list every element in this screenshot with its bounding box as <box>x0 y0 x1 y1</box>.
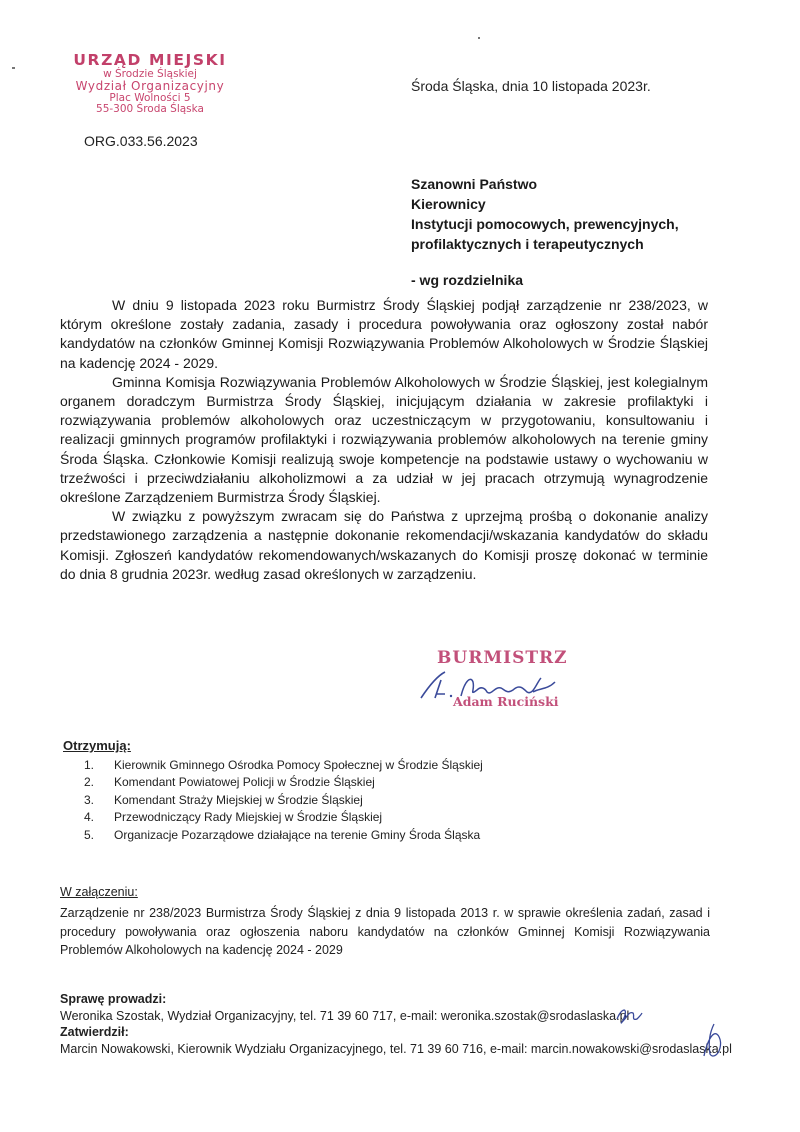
body-paragraph: W dniu 9 listopada 2023 roku Burmistrz Środy Śląskiej podjął zarządzenie nr 238/2023, w którym określone zostały zadania, zasady i procedura powoływania oraz ogłoszony został nabór kandydatów na członków Gminnej Komisji Rozwiązywania Problemów Alkoholowych w Środzie Śląskiej na kadencję 2024 - 2029. <box>60 297 708 371</box>
handled-by-label: Sprawę prowadzi: <box>60 992 167 1006</box>
approved-by-label: Zatwierdził: <box>60 1025 129 1039</box>
recipients-list <box>84 757 483 844</box>
addressee-line: profilaktycznych i terapeutycznych <box>411 236 644 252</box>
distribution-note: - wg rozdzielnika <box>411 272 524 288</box>
attachment-text: Zarządzenie nr 238/2023 Burmistrza Środy Śląskiej z dnia 9 listopada 2013 r. w sprawie określenia zadań, zasad i procedury powoływania oraz ogłoszenia naboru kandydatów na członków Gminnej Komisji Rozwiązywania Problemów Alkoholowych na kadencję 2024 - 2029 <box>60 906 710 957</box>
approved-by-text: Marcin Nowakowski, Kierownik Wydziału Organizacyjnego, tel. 71 39 60 716, e-mail: marcin.nowakowski@srodaslaska.pl <box>60 1041 732 1056</box>
stamp-postcode: 55-300 Środa Śląska <box>96 102 204 115</box>
letter-body <box>60 296 708 584</box>
list-item: 5. Organizacje Pozarządowe działające na terenie Gminy Środa Śląska <box>84 827 481 842</box>
office-stamp <box>55 52 245 115</box>
body-paragraph: W związku z powyższym zwracam się do Państwa z uprzejmą prośbą o dokonanie analizy przedstawionego zarządzenia a następnie dokonanie rekomendacji/wskazania kandydatów do składu Komisji. Zgłoszeń kandydatów rekomendowanych/wskazanych do Komisji proszę dokonać w terminie do dnia 8 grudnia 2023r. według zasad określonych w zarządzeniu. <box>60 508 708 582</box>
recipients-heading: Otrzymują: <box>63 738 131 753</box>
reference-number: ORG.033.56.2023 <box>84 133 198 149</box>
stamp-street: Plac Wolności 5 <box>109 91 191 104</box>
addressee-line: Kierownicy <box>411 196 486 212</box>
place-and-date: Środa Śląska, dnia 10 listopada 2023r. <box>411 78 651 94</box>
body-paragraph: Gminna Komisja Rozwiązywania Problemów Alkoholowych w Środzie Śląskiej, jest kolegialnym organem doradczym Burmistrza Środy Śląskiej, inicjującym działania w zakresie profilaktyki i rozwiązywania problemów alkoholowych oraz uczestniczącym w przygotowaniu, konsultowaniu i realizacji gminnych programów profilaktyki i rozwiązywania problemów alkoholowych na terenie gminy Środa Śląska. Członkowie Komisji realizują swoje kompetencje na podstawie ustawy o wychowaniu w trzeźwości i przeciwdziałaniu alkoholizmowi a za udział w jej pracach otrzymują wynagrodzenie określone Zarządzeniem Burmistrza Środy Śląskiej. <box>60 373 708 506</box>
handled-by-text: Weronika Szostak, Wydział Organizacyjny, tel. 71 39 60 717, e-mail: weronika.szostak@srodaslaska.pl <box>60 1008 630 1023</box>
handwritten-initials <box>615 1005 643 1027</box>
addressee-line: Instytucji pomocowych, prewencyjnych, <box>411 216 679 232</box>
addressee-line: Szanowni Państwo <box>411 176 538 192</box>
list-item: 2. Komendant Powiatowej Policji w Środzie Śląskiej <box>84 775 375 790</box>
addressee-block <box>411 174 741 290</box>
stamp-town: w Środzie Śląskiej <box>103 68 197 81</box>
signature-title: BURMISTRZ <box>437 648 568 668</box>
list-item: 1. Kierownik Gminnego Ośrodka Pomocy Społecznej w Środzie Śląskiej <box>84 758 483 772</box>
scan-speck <box>478 37 480 39</box>
stamp-department: Wydział Organizacyjny <box>75 79 225 94</box>
list-item: 3. Komendant Straży Miejskiej w Środzie Śląskiej <box>84 792 363 807</box>
signatory-name: Adam Ruciński <box>453 694 559 709</box>
stamp-office-name: URZĄD MIEJSKI <box>73 51 227 69</box>
list-item: 4. Przewodniczący Rady Miejskiej w Środzie Śląskiej <box>84 810 383 825</box>
scan-speck <box>12 67 15 69</box>
attachment-heading: W załączeniu: <box>60 885 138 899</box>
handwritten-initials <box>700 1022 728 1060</box>
